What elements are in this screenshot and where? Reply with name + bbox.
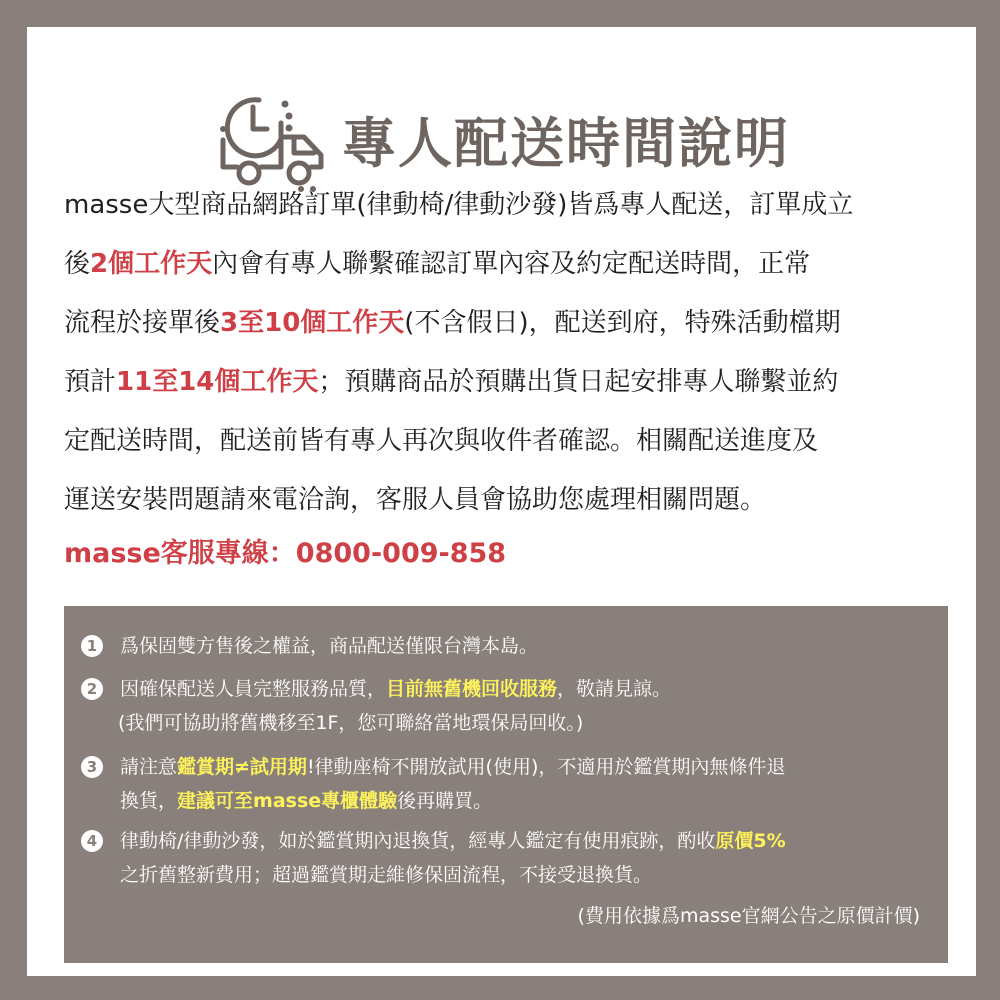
trial-period-highlight: 鑑賞期≠試用期	[177, 756, 307, 778]
page-title: 專人配送時間說明	[342, 112, 790, 175]
note-text: 換貨，建議可至masse專櫃體驗後再購買。	[120, 790, 493, 812]
note-text: 請注意鑑賞期≠試用期!律動座椅不開放試用(使用)，不適用於鑑賞期內無條件退	[120, 756, 786, 778]
highlight-3-10-working-days: 3至10個工作天	[220, 308, 405, 338]
description-line: 定配送時間，配送前皆有專人再次與收件者確認。相關配送進度及	[64, 426, 819, 456]
no-recycling-highlight: 目前無舊機回收服務	[386, 678, 558, 700]
notes-panel	[64, 606, 948, 963]
note-text: 爲保固雙方售後之權益，商品配送僅限台灣本島。	[120, 635, 539, 657]
description-line: masse大型商品網路訂單(律動椅/律動沙發)皆爲專人配送，訂單成立	[64, 190, 854, 220]
note-text: 之折舊整新費用；超過鑑賞期走維修保固流程，不接受退換貨。	[120, 864, 653, 886]
note-text: (我們可協助將舊機移至1F，您可聯絡當地環保局回收。)	[118, 712, 584, 734]
description-line: 預計11至14個工作天；預購商品於預購出貨日起安排專人聯繫並約	[64, 367, 839, 397]
note-number-badge: 1	[81, 635, 103, 657]
note-number-badge: 3	[81, 756, 103, 778]
description-line: 流程於接單後3至10個工作天(不含假日)，配送到府，特殊活動檔期	[64, 308, 841, 338]
highlight-2-working-days: 2個工作天	[90, 249, 213, 279]
description-line: 後2個工作天內會有專人聯繫確認訂單內容及約定配送時間，正常	[64, 249, 811, 279]
fee-highlight: 原價5%	[715, 830, 786, 852]
delivery-description	[64, 176, 949, 530]
info-card	[27, 27, 976, 976]
note-number-badge: 4	[81, 830, 103, 852]
note-text: 因確保配送人員完整服務品質，目前無舊機回收服務，敬請見諒。	[120, 678, 672, 700]
note-number-badge: 2	[81, 678, 103, 700]
customer-service-hotline: masse客服專線：0800-009-858	[64, 538, 507, 569]
description-line: 運送安裝問題請來電洽詢，客服人員會協助您處理相關問題。	[64, 485, 767, 515]
fee-footnote: (費用依據爲masse官網公告之原價計價)	[577, 905, 920, 927]
showroom-highlight: 建議可至masse專櫃體驗	[177, 790, 398, 812]
highlight-11-14-working-days: 11至14個工作天	[116, 367, 319, 397]
note-text: 律動椅/律動沙發，如於鑑賞期內退換貨，經專人鑑定有使用痕跡，酌收原價5%	[120, 830, 786, 852]
